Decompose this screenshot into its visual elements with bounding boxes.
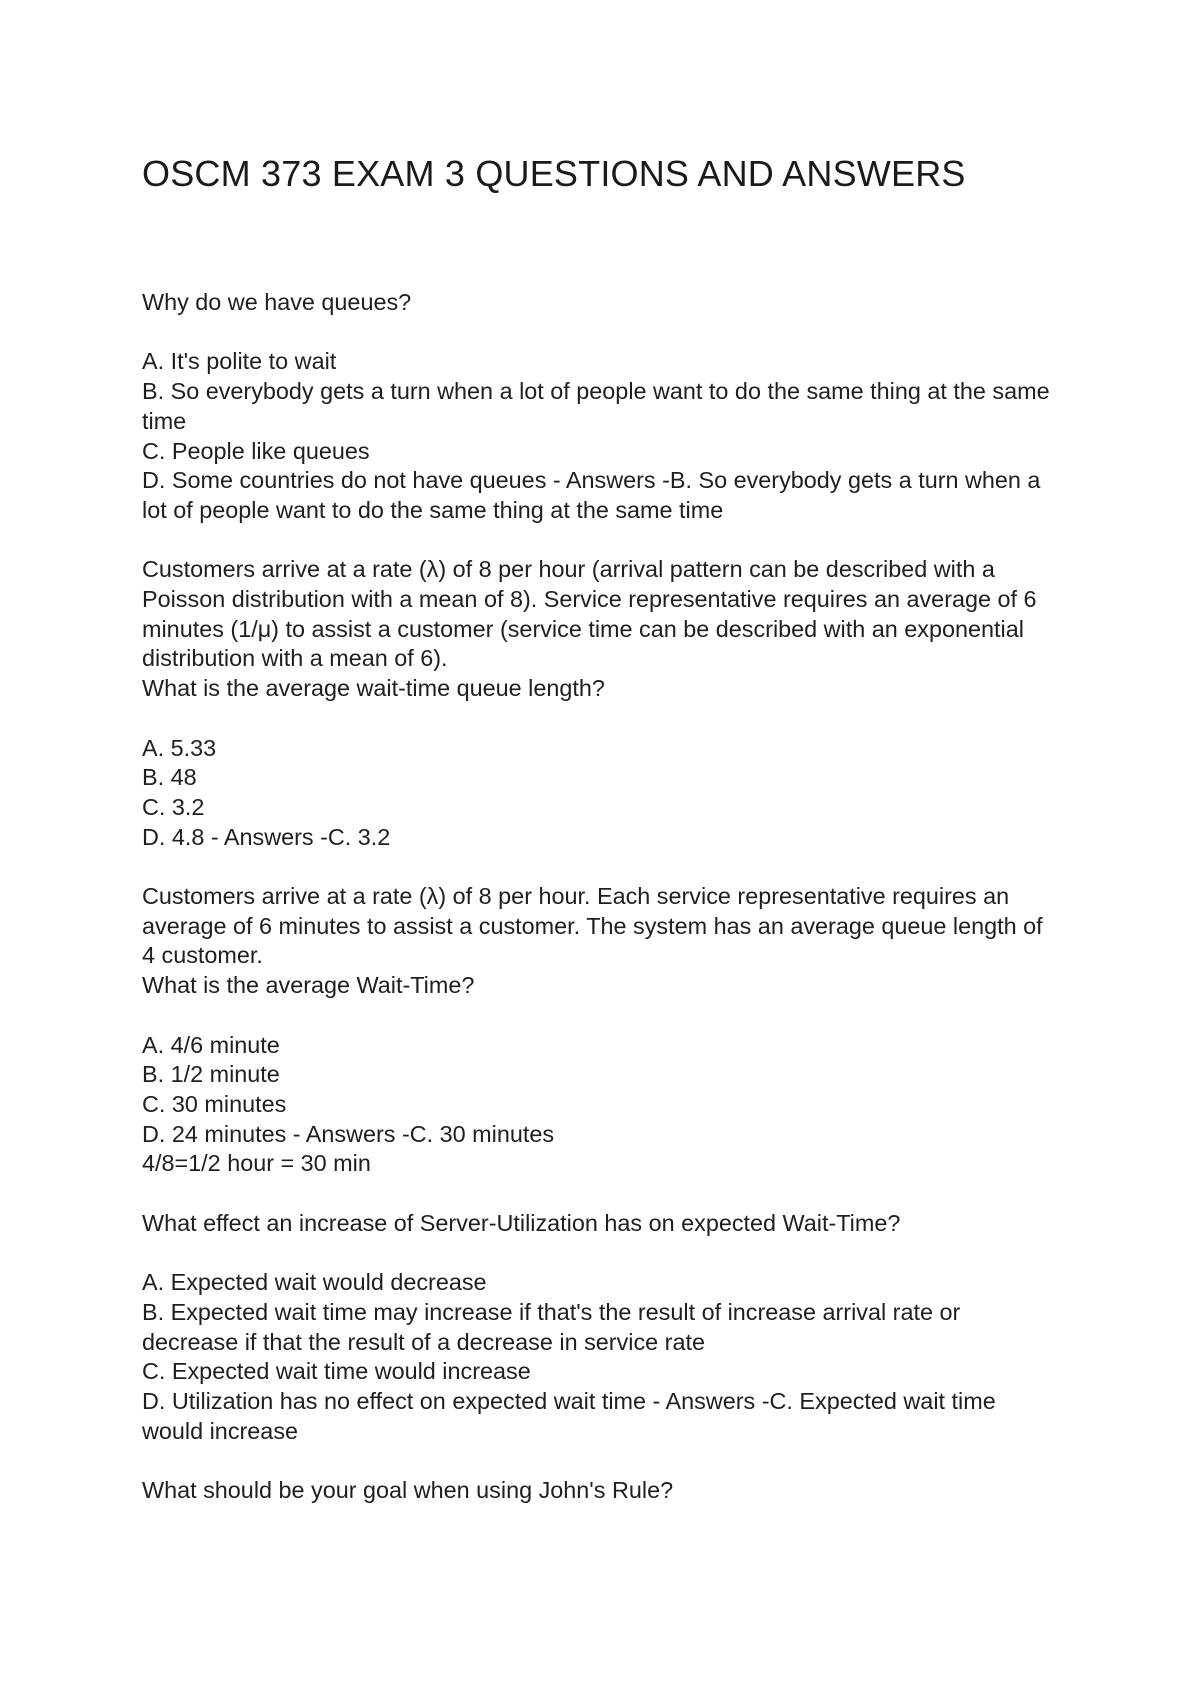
question-text: Why do we have queues? — [142, 289, 412, 315]
question-text: Customers arrive at a rate (λ) of 8 per hour (arrival pattern can be described with a — [142, 556, 995, 583]
question-text: distribution with a mean of 6). — [142, 645, 448, 672]
answer-option: decrease if that the result of a decrease in service rate — [142, 1328, 705, 1355]
answer-option: C. Expected wait time would increase — [142, 1358, 531, 1385]
question-text: What should be your goal when using John's Rule? — [142, 1477, 674, 1503]
answer-option: C. People like queues — [142, 437, 370, 464]
question-text: average of 6 minutes to assist a customer. The system has an average queue length of — [142, 912, 1043, 939]
answer-option: A. 5.33 — [142, 734, 217, 761]
question-text: Poisson distribution with a mean of 8). Service representative requires an average of 6 — [142, 586, 1037, 612]
answer-option: lot of people want to do the same thing at the same time — [142, 496, 724, 523]
question-block — [142, 1209, 1082, 1447]
question-block — [142, 882, 1082, 1179]
answer-option: D. Utilization has no effect on expected wait time - Answers -C. Expected wait time — [142, 1387, 996, 1414]
paragraph-gap — [142, 318, 1082, 348]
answer-option: A. Expected wait would decrease — [142, 1269, 487, 1296]
answer-explanation: 4/8=1/2 hour = 30 min — [142, 1150, 371, 1177]
question-text: Customers arrive at a rate (λ) of 8 per hour. Each service representative requires an — [142, 883, 1010, 909]
paragraph-gap — [142, 1179, 1082, 1209]
question-text: minutes (1/μ) to assist a customer (service time can be described with an exponential — [142, 615, 1024, 642]
answer-option: B. 1/2 minute — [142, 1061, 280, 1088]
paragraph-gap — [142, 1446, 1082, 1476]
paragraph-gap — [142, 704, 1082, 734]
answer-option: C. 30 minutes — [142, 1090, 287, 1117]
question-text: What is the average wait-time queue length? — [142, 675, 605, 702]
answer-option: would increase — [142, 1417, 299, 1444]
paragraph-gap — [142, 526, 1082, 556]
answer-option: B. Expected wait time may increase if that's the result of increase arrival rate or — [142, 1298, 961, 1325]
answer-option: D. 24 minutes - Answers -C. 30 minutes — [142, 1120, 555, 1147]
paragraph-gap — [142, 1001, 1082, 1031]
document-body — [142, 288, 1082, 1506]
question-block — [142, 555, 1082, 852]
answer-option: B. So everybody gets a turn when a lot of people want to do the same thing at the same — [142, 378, 1050, 405]
question-text: What effect an increase of Server-Utilization has on expected Wait-Time? — [142, 1209, 901, 1236]
answer-option: D. 4.8 - Answers -C. 3.2 — [142, 823, 391, 850]
paragraph-gap — [142, 1238, 1082, 1268]
paragraph-gap — [142, 852, 1082, 882]
answer-option: B. 48 — [142, 764, 197, 791]
answer-option: D. Some countries do not have queues - Answers -B. So everybody gets a turn when a — [142, 467, 1041, 494]
question-block — [142, 1476, 1082, 1506]
question-block — [142, 288, 1082, 526]
answer-option: A. It's polite to wait — [142, 348, 337, 375]
question-text: 4 customer. — [142, 942, 263, 969]
question-text: What is the average Wait-Time? — [142, 972, 475, 999]
answer-option: A. 4/6 minute — [142, 1031, 280, 1058]
answer-option: time — [142, 407, 187, 434]
document-title: OSCM 373 EXAM 3 QUESTIONS AND ANSWERS — [142, 153, 966, 194]
answer-option: C. 3.2 — [142, 793, 205, 820]
